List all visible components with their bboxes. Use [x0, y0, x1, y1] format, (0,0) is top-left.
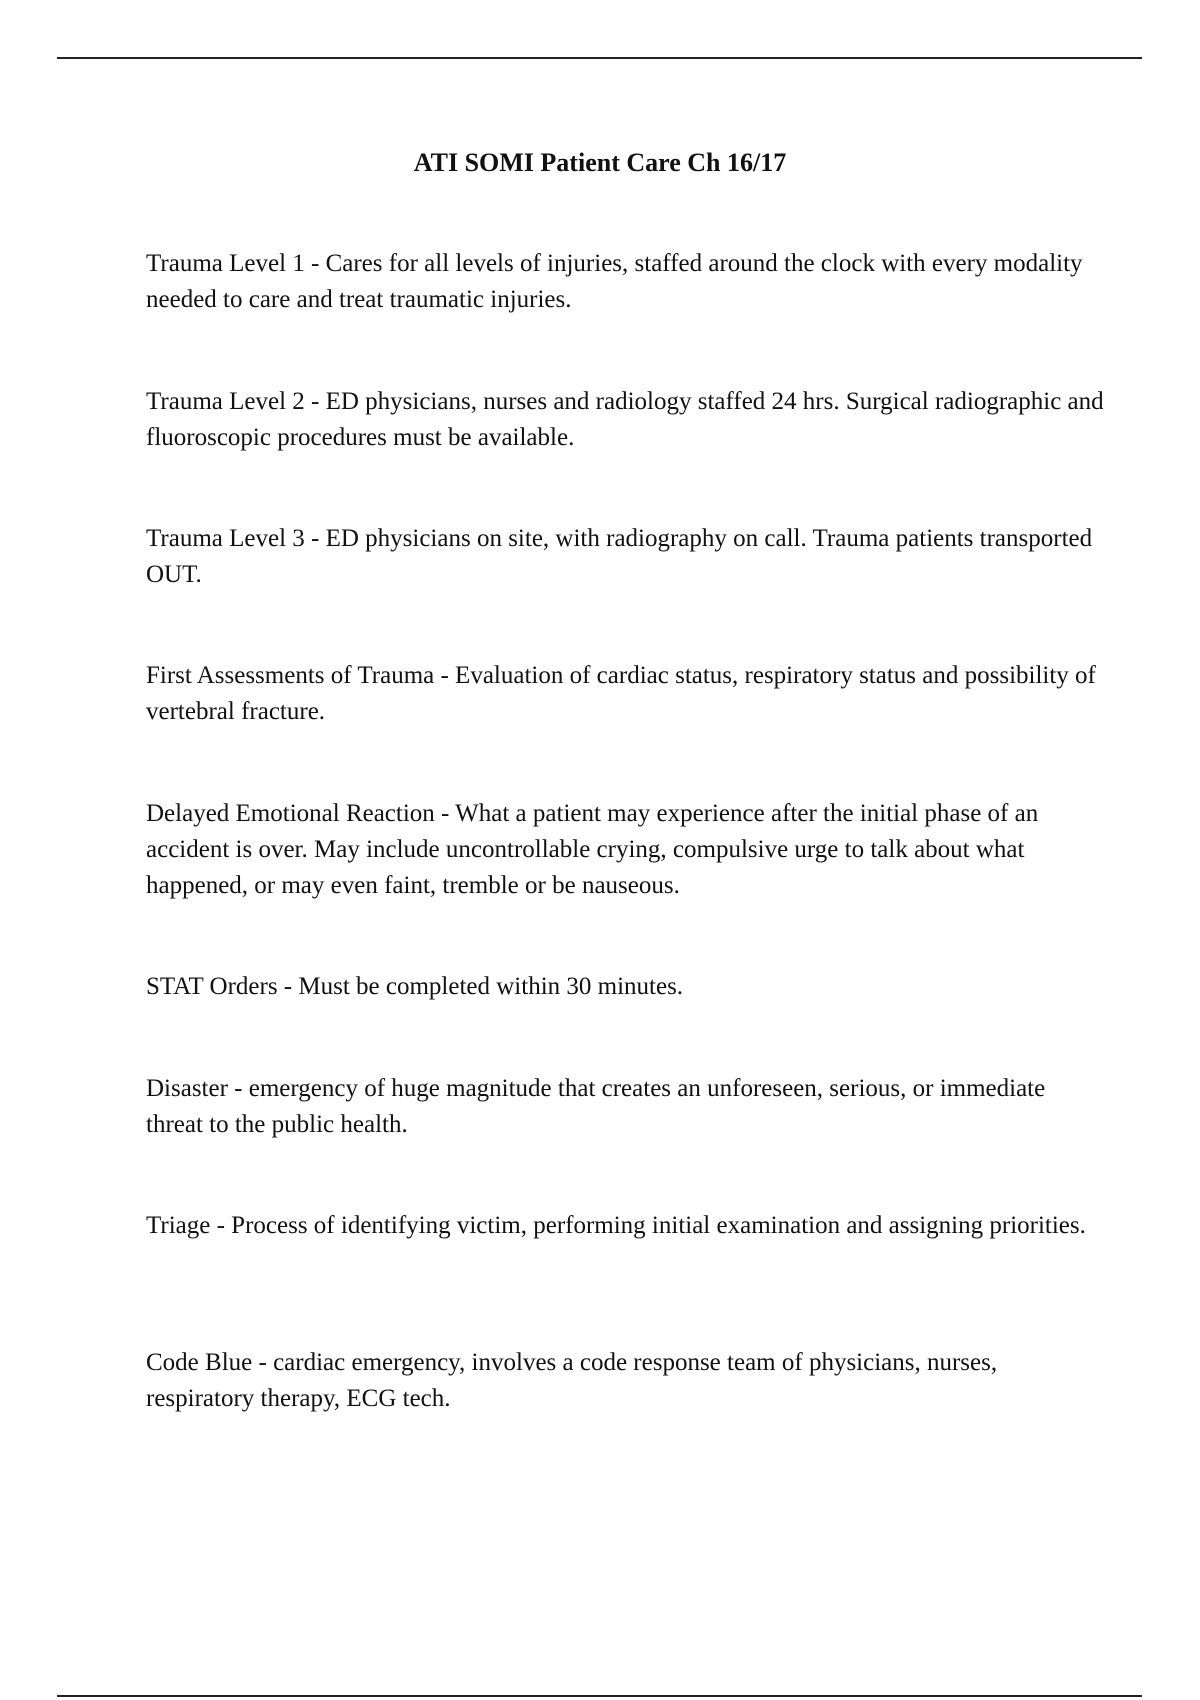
entry-trauma-level-2: Trauma Level 2 - ED physicians, nurses and radiology staffed 24 hrs. Surgical radiographic and fluoroscopic procedures must be available.	[146, 388, 1104, 451]
entry-stat-orders: STAT Orders - Must be completed within 30 minutes.	[146, 973, 684, 1000]
bottom-rule	[57, 1695, 1142, 1697]
entry-disaster: Disaster - emergency of huge magnitude that creates an unforeseen, serious, or immediate threat to the public health.	[146, 1075, 1046, 1138]
top-rule	[57, 57, 1142, 59]
entry-delayed-emotional-reaction: Delayed Emotional Reaction - What a patient may experience after the initial phase of an accident is over. May include uncontrollable crying, compulsive urge to talk about what happened, or may even faint, tremble or be nauseous.	[146, 800, 1039, 899]
entry-triage: Triage - Process of identifying victim, performing initial examination and assigning priorities.	[146, 1212, 1086, 1239]
entry-code-blue: Code Blue - cardiac emergency, involves a code response team of physicians, nurses, respiratory therapy, ECG tech.	[146, 1349, 998, 1412]
page-title: ATI SOMI Patient Care Ch 16/17	[413, 148, 787, 177]
entry-first-assessments: First Assessments of Trauma - Evaluation of cardiac status, respiratory status and possibility of vertebral fracture.	[146, 662, 1096, 725]
entry-trauma-level-3: Trauma Level 3 - ED physicians on site, with radiography on call. Trauma patients transported OUT.	[146, 525, 1093, 588]
entry-trauma-level-1: Trauma Level 1 - Cares for all levels of injuries, staffed around the clock with every modality needed to care and treat traumatic injuries.	[146, 250, 1083, 313]
